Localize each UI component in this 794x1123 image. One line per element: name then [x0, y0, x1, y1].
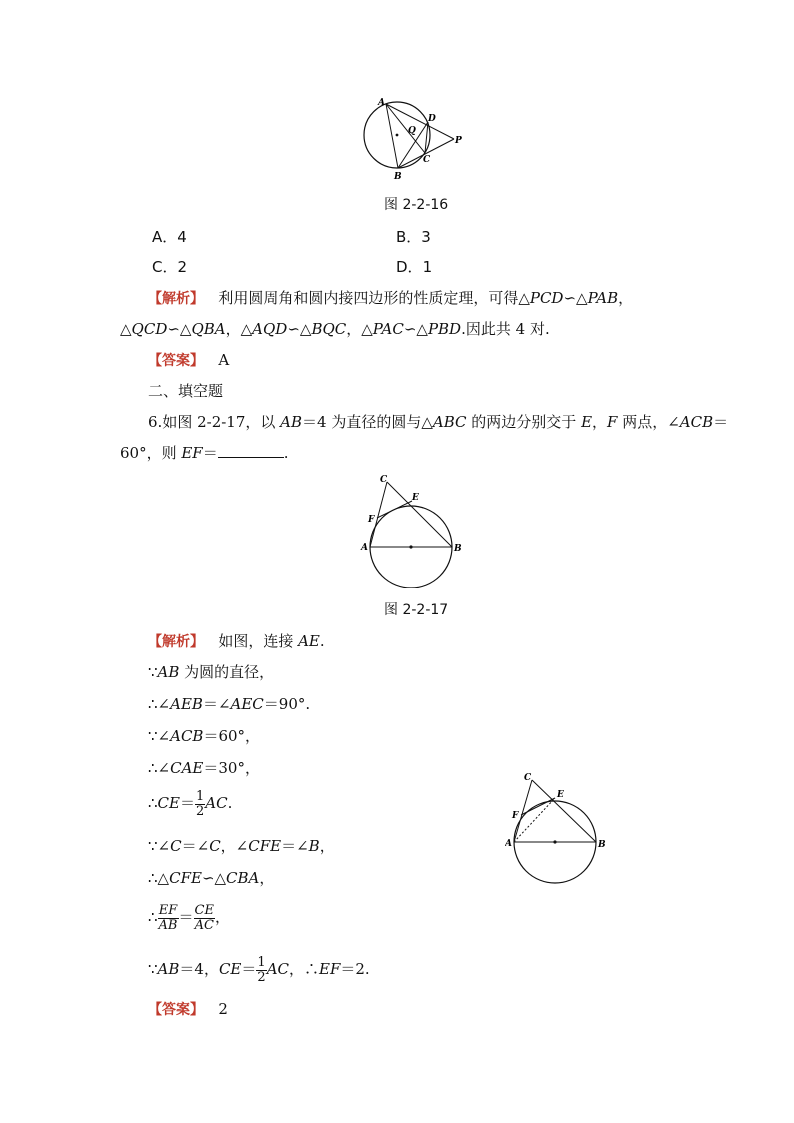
label-a: A: [361, 543, 368, 553]
fraction-ce-ac: $\frac{CE}{AC}$: [194, 902, 214, 933]
figure-2-2-16: [360, 95, 470, 180]
side-cb: [387, 482, 452, 547]
figure-2-2-17: [355, 470, 470, 588]
option-c: C．2: [152, 258, 188, 276]
label-a: A: [505, 839, 512, 849]
analysis-1-line-2: △QCD∽△QBA，△AQD∽△BQC，△PAC∽△PBD.因此共 4 对.: [120, 320, 550, 338]
step-7: ∴△CFE∽△CBA，: [148, 869, 275, 887]
label-c: C: [524, 773, 532, 783]
label-d: D: [428, 114, 436, 124]
center-dot: [396, 134, 399, 137]
section-title: 二、填空题: [148, 382, 224, 400]
answer-tag: 【答案】: [148, 353, 204, 369]
segment-ef: [377, 501, 412, 518]
answer-2: 【答案】 2: [148, 1000, 228, 1018]
label-b: B: [394, 172, 402, 180]
label-b: B: [454, 544, 462, 554]
answer-blank: [218, 443, 284, 458]
label-p: P: [455, 136, 462, 146]
figure-solution: [505, 768, 620, 886]
step-4: ∴∠CAE＝30°，: [148, 759, 260, 777]
label-e: E: [557, 790, 564, 800]
label-q: Q: [408, 126, 416, 136]
fraction-ef-ab: $\frac{EF}{AB}$: [158, 902, 178, 933]
step-8: ∴ $\frac{EF}{AB}$ ＝ $\frac{CE}{AC}$ ，: [148, 902, 230, 933]
label-e: E: [412, 493, 419, 503]
step-5: ∴CE＝ $\frac{1}{2}$ AC.: [148, 788, 233, 819]
side-cb: [532, 780, 596, 842]
label-f: F: [368, 515, 375, 525]
figure-caption-2-2-16: 图 2-2-16: [384, 197, 449, 213]
label-b: B: [598, 840, 606, 850]
analysis-2-intro: 【解析】 如图，连接 AE.: [148, 632, 325, 650]
answer-1: 【答案】 A: [148, 351, 230, 369]
label-f: F: [512, 811, 519, 821]
analysis-tag: 【解析】: [148, 291, 204, 307]
label-c: C: [423, 155, 431, 165]
label-a: A: [378, 98, 385, 108]
option-a: A．4: [152, 228, 187, 246]
question-6-line-2: 60°，则 EF＝ .: [120, 444, 289, 462]
option-b: B．3: [396, 228, 431, 246]
fraction-half: $\frac{1}{2}$: [257, 954, 266, 985]
fraction-half: $\frac{1}{2}$: [196, 788, 205, 819]
figure-caption-2-2-17: 图 2-2-17: [384, 602, 449, 618]
step-9: ∵AB＝4，CE＝ $\frac{1}{2}$ AC，∴EF＝2.: [148, 954, 370, 985]
question-6-line-1: 6.如图 2-2-17，以 AB＝4 为直径的圆与△ABC 的两边分别交于 E，F 两点，∠ACB＝: [148, 413, 729, 431]
step-6: ∵∠C＝∠C，∠CFE＝∠B，: [148, 837, 335, 855]
answer-tag: 【答案】: [148, 1002, 204, 1018]
step-3: ∵∠ACB＝60°，: [148, 727, 261, 745]
label-c: C: [380, 475, 388, 485]
analysis-1-line-1: 【解析】 利用圆周角和圆内接四边形的性质定理，可得△PCD∽△PAB，: [148, 289, 634, 307]
step-2: ∴∠AEB＝∠AEC＝90°.: [148, 695, 311, 713]
option-d: D．1: [396, 258, 433, 276]
analysis-tag: 【解析】: [148, 634, 204, 650]
step-1: ∵AB 为圆的直径，: [148, 663, 275, 681]
